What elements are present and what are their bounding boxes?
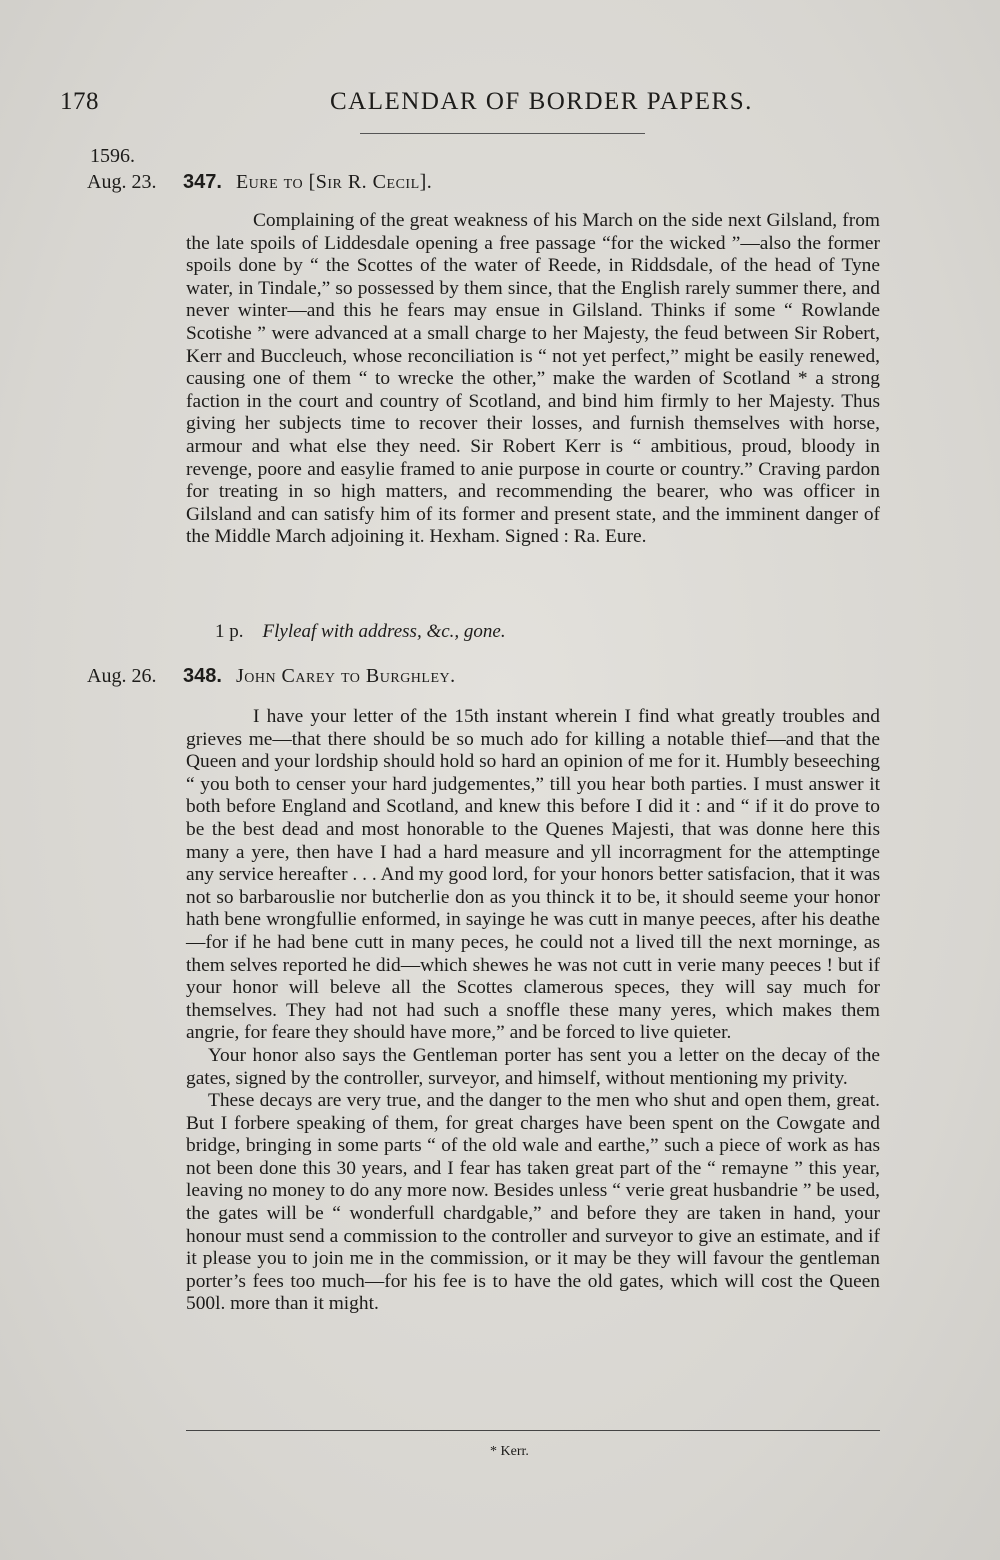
paragraph: Complaining of the great weakness of his March on the side next Gilsland, from the late spoils of Liddesdale opening a free passage “for the wicked ”—also the former spoils done by “ the Scottes of the water of Reede, in Riddsdale, of the head of Tyne water, in Tindale,” so possessed by them since, that the English rarely summer there, and never winter—and this he fears may ensue in Gilsland. Thinks if some “ Rowlande Scotishe ” were advanced at a small charge to her Majesty, the feud between Sir Robert, Kerr and Buccleuch, whose reconciliation is “ not yet perfect,” might be easily renewed, causing one of them “ to wrecke the other,” make the warden of Scotland * a strong faction in the court and country of Scotland, and bind him firmly to her Majesty. Thus giving her subjects time to recover their losses, and furnish themselves with horse, armour and what else they need. Sir Robert Kerr is “ ambitious, proud, bloody in revenge, poore and easylie framed to anie purpose in courte or country.” Craving pardon for treating in so high matters, and recommending the bearer, who was officer in Gilsland and can satisfy him of its former and present state, and the imminent danger of the Middle March adjoining it. Hexham. Signed : Ra. Eure.	[186, 210, 880, 548]
entry-note	[215, 621, 506, 643]
entry-body	[186, 210, 880, 549]
paragraph: I have your letter of the 15th instant wherein I find what greatly troubles and grieves me—that there should be so much ado for killing a notable thief—and that the Queen and your lordship should hold so hard an opinion of me for it. Humbly beseeching “ you both to censer your hard judgementes,” till you hear both parties. I must answer it both before England and Scotland, and knew this before I did it : and “ if it do prove to be the best dead and most honorable to the Quenes Majesti, that was donne here this many a yere, then have I had a hard measure and yll incorragment for the attemptinge any service hereafter . . . And my good lord, for your honors better satisfacion, that it was not so barbarouslie nor butcherlie don as you thinck it to be, it should seeme your honor hath bene wrongfullie enformed, in sayinge he was cutt in manye peeces, after his deathe—for if he had bene cutt in many peces, he could not a lived till the next morninge, as them selves reported he did—which shewes he was not cutt in verie many peeces ! but if your honor will beleve all the Scottes clamerous speces, they will say much for themselves. They had not had such a snoffle these many yeres, which makes them angrie, for feare they should have more,” and be forced to live quieter.	[186, 706, 880, 1044]
note-size: 1 p.	[215, 621, 244, 642]
entry-date: Aug. 26.	[87, 665, 157, 687]
running-title: CALENDAR OF BORDER PAPERS.	[330, 88, 753, 115]
page-header	[60, 88, 940, 128]
footnote: * Kerr.	[490, 1444, 529, 1459]
entry-title: John Carey to Burghley.	[235, 665, 456, 687]
entry-heading	[183, 665, 456, 688]
entry-body	[186, 706, 880, 1316]
header-rule	[360, 133, 645, 134]
entry-number: 347.	[183, 171, 222, 193]
entry-title: Eure to [Sir R. Cecil].	[235, 171, 433, 193]
paragraph: These decays are very true, and the danger to the men who shut and open them, great. But I forbere speaking of them, for great charges have been spent on the Cowgate and bridge, bringing in some parts “ of the old wale and earthe,” such a piece of work as has not been done this 30 years, and I fear has taken great part of the “ remayne ” this year, leaving no money to do any more now. Besides unless “ verie great husbandrie ” be used, the gates will be “ wonderfull chardgable,” and before they are taken in hand, your honour must send a commission to the controller and surveyor to give an estimate, and if it please you to join me in the commission, or it may be they will favour the gentleman porter’s fees too much—for his fee is to have the old gates, which will cost the Queen 500l. more than it might.	[186, 1090, 880, 1315]
year-label: 1596.	[90, 145, 135, 167]
entry-number: 348.	[183, 665, 222, 687]
note-description: Flyleaf with address, &c., gone.	[262, 621, 506, 642]
entry-date: Aug. 23.	[87, 171, 157, 193]
entry-heading	[183, 171, 432, 194]
paragraph: Your honor also says the Gentleman porter has sent you a letter on the decay of the gates, signed by the controller, surveyor, and himself, without mentioning my privity.	[186, 1044, 880, 1089]
page-number: 178	[60, 88, 99, 115]
footnote-rule	[186, 1430, 880, 1431]
